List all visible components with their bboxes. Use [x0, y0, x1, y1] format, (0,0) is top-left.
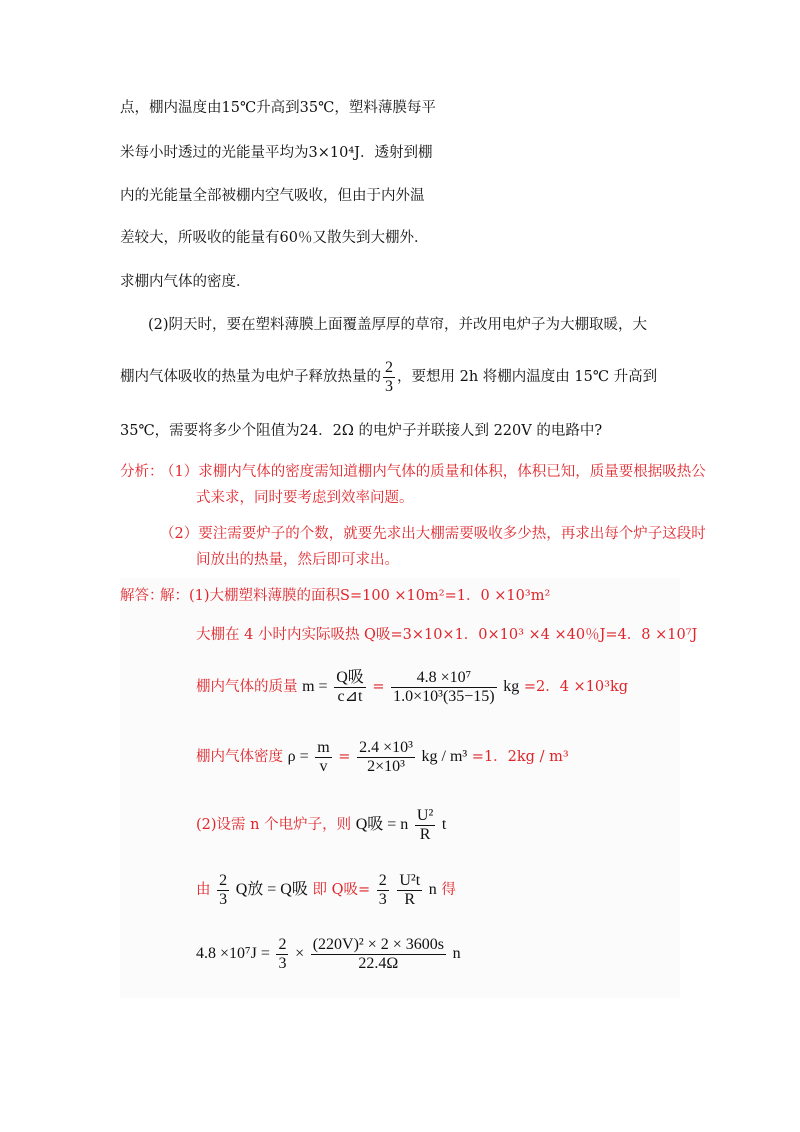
fraction-denominator: 3: [219, 890, 228, 908]
problem-line-8: 35℃，需要将多少个阻值为24．2Ω 的电炉子并联接人到 220V 的电路中?: [120, 423, 603, 439]
problem-line-3: 内的光能量全部被棚内空气吸收，但由于内外温: [120, 188, 425, 204]
fraction-numerator: (220V)² × 2 × 3600s: [312, 935, 444, 953]
fraction-numerator: U²t: [399, 871, 421, 889]
fraction-denominator: 1.0×10³(35−15): [393, 687, 495, 705]
density-label: 棚内气体密度: [196, 749, 283, 765]
fraction-denominator: 3: [378, 890, 387, 908]
fraction-numerator: 2: [278, 935, 287, 953]
fraction-denominator: 2×10³: [367, 757, 405, 775]
answer-label: 解答：: [120, 588, 164, 604]
problem-line-4: 差较大，所吸收的能量有60％又散失到大棚外．: [120, 230, 429, 246]
mass-fraction-2: [391, 669, 497, 706]
final-fraction-1: [276, 936, 288, 973]
final-n: n: [452, 945, 461, 962]
problem-line-5: 求棚内气体的密度．: [120, 274, 251, 290]
fraction-denominator: 22.4Ω: [358, 954, 399, 972]
mass-unit: kg: [503, 678, 520, 695]
fraction-numerator: 2: [385, 358, 393, 376]
answer-line-1: 解：(1)大棚塑料薄膜的面积S=100 ×10m²=1．0 ×10³m²: [160, 588, 551, 604]
density-symbol: ρ =: [287, 748, 309, 765]
answer-relation-line: [196, 868, 456, 912]
relation-de: 得: [441, 882, 456, 898]
mass-fraction-1: [334, 669, 366, 706]
analysis-label: 分析：: [120, 464, 164, 480]
analysis-p2-line-2: 间放出的热量，然后即可求出。: [196, 552, 399, 568]
relation-n: n: [428, 881, 437, 898]
answer-mass-line: [196, 665, 628, 709]
final-fraction-2: [311, 936, 446, 973]
equals-sign: =: [338, 749, 351, 765]
fraction-numerator: 2: [219, 871, 228, 889]
mass-label: 棚内气体的质量: [196, 679, 298, 695]
density-fraction-1: [315, 739, 331, 776]
answer-final-equation: [196, 932, 461, 976]
part2-text: (2)设需 n 个电炉子，则: [196, 817, 352, 833]
fraction-numerator: Q吸: [336, 668, 364, 686]
problem-line-1: 点，棚内温度由15℃升高到35℃，塑料薄膜每平: [120, 100, 436, 116]
problem-line-7-a: 棚内气体吸收的热量为电炉子释放热量的: [120, 369, 381, 385]
mass-result: =2．4 ×10³kg: [523, 679, 629, 695]
mass-symbol: m =: [302, 678, 328, 695]
problem-line-2: 米每小时透过的光能量平均为3×10⁴J．透射到棚: [120, 145, 433, 161]
answer-line-2: 大棚在 4 小时内实际吸热 Q吸=3×10×1．0×10³ ×4 ×40％J=4．8 ×10⁷J: [196, 627, 698, 643]
answer-part2-line: [196, 803, 446, 847]
fraction-denominator: v: [319, 757, 328, 775]
fraction-numerator: 2.4 ×10³: [359, 738, 413, 756]
fraction-numerator: 4.8 ×10⁷: [391, 669, 497, 688]
fraction-denominator: 3: [385, 377, 393, 395]
analysis-p1-line-2: 式来求，同时要考虑到效率问题。: [196, 490, 414, 506]
fraction-numerator: m: [317, 738, 330, 756]
times-sign: ×: [295, 945, 305, 962]
equals-sign: =: [372, 679, 385, 695]
relation-you: 由: [196, 882, 211, 898]
part2-q-expression: Q吸 = n: [355, 816, 409, 833]
relation-q-expression: Q放 = Q吸: [235, 881, 308, 898]
part2-time-symbol: t: [441, 816, 447, 833]
fraction-two-thirds: [383, 359, 395, 396]
fraction-denominator: R: [404, 890, 416, 908]
analysis-p1-line-1: （1）求棚内气体的密度需知道棚内气体的质量和体积，体积已知，质量要根据吸热公: [160, 464, 706, 480]
relation-fraction-1: [217, 872, 229, 909]
analysis-p2-line-1: （2）要注需要炉子的个数，就要先求出大棚需要吸收多少热，再求出每个炉子这段时: [160, 526, 706, 542]
part2-fraction: [415, 807, 435, 844]
relation-fraction-3: [397, 872, 422, 909]
fraction-denominator: R: [419, 825, 431, 843]
problem-line-7: [120, 357, 657, 397]
density-result: =1．2kg / m³: [471, 749, 569, 765]
fraction-denominator: c⊿t: [337, 687, 363, 705]
fraction-numerator: 2: [378, 871, 387, 889]
problem-line-6: (2)阴天时，要在塑料薄膜上面覆盖厚厚的草帘，并改用电炉子为大棚取暖，大: [148, 317, 648, 333]
final-lhs: 4.8 ×10⁷J =: [196, 945, 270, 962]
problem-line-7-b: ，要想用 2h 将棚内温度由 15℃ 升高到: [397, 369, 658, 385]
fraction-numerator: U²: [416, 806, 434, 824]
relation-ji: 即 Q吸=: [312, 882, 371, 898]
relation-fraction-2: [377, 872, 389, 909]
density-unit: kg / m³: [421, 748, 468, 765]
answer-density-line: [196, 735, 569, 779]
fraction-denominator: 3: [278, 954, 287, 972]
density-fraction-2: [357, 739, 415, 776]
